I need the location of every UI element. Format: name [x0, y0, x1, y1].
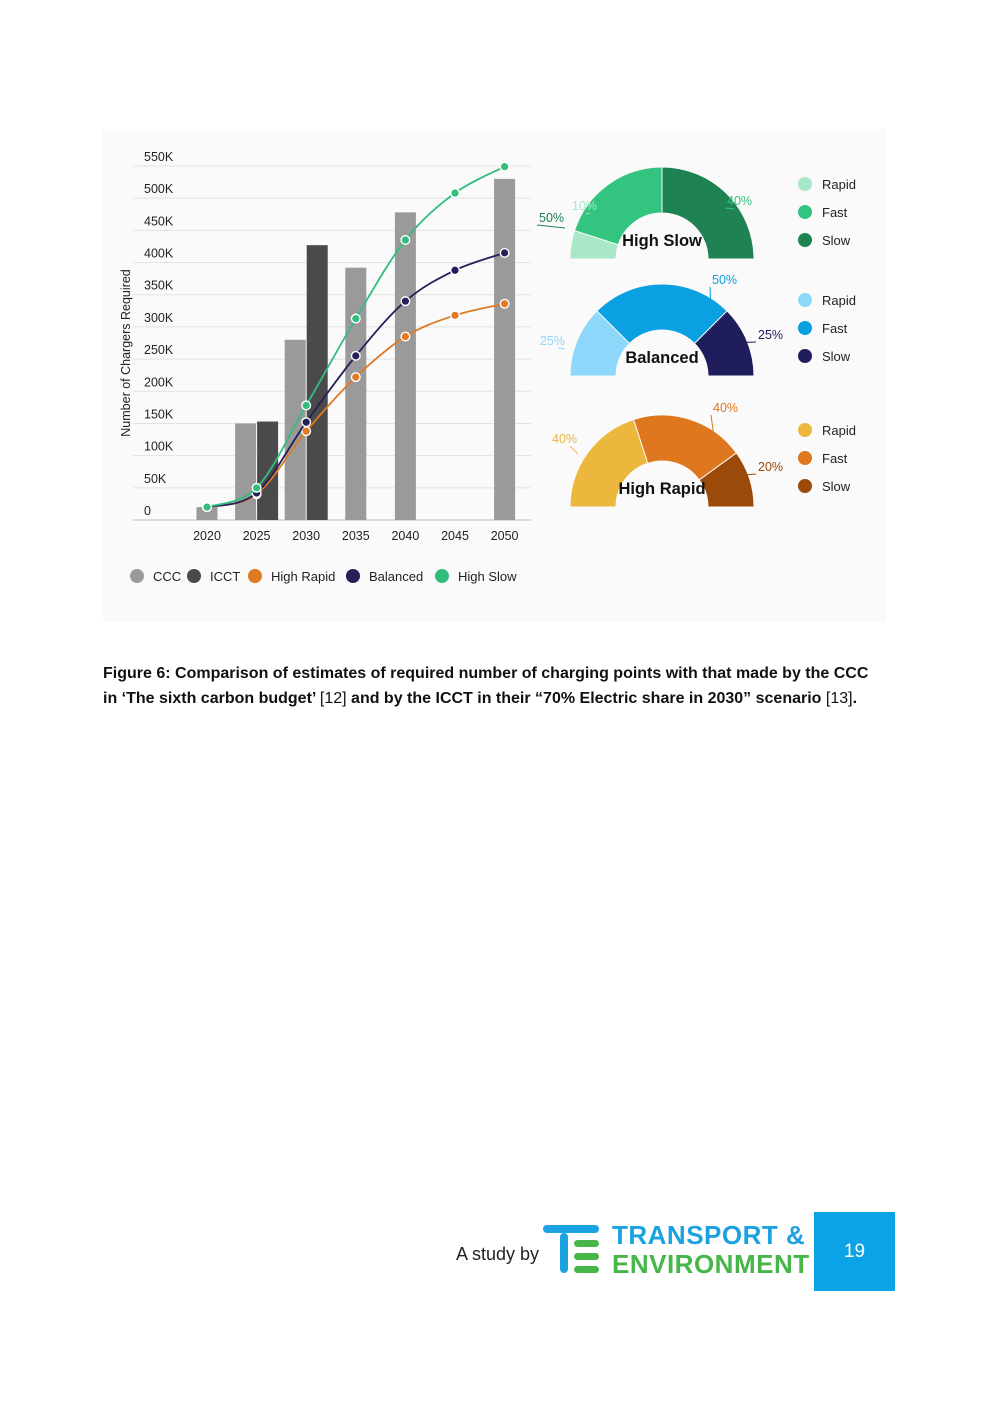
legend-label-icct: ICCT — [210, 569, 241, 584]
donut-title-high-slow: High Slow — [622, 232, 702, 250]
legend-marker-high-slow-fast — [798, 205, 812, 219]
page-number: 19 — [843, 1240, 866, 1262]
donut-title-high-rapid: High Rapid — [618, 480, 706, 498]
pct-label-balanced-rapid: 25% — [540, 334, 566, 348]
legend-marker-balanced-slow — [798, 349, 812, 363]
pct-label-high-rapid-rapid: 40% — [552, 432, 578, 446]
x-tick-2045: 2045 — [441, 529, 469, 543]
pct-label-high-slow-rapid: 10% — [572, 199, 598, 213]
x-tick-2050: 2050 — [490, 529, 519, 543]
y-tick-450k: 450K — [144, 214, 174, 229]
x-tick-2030: 2030 — [292, 529, 321, 543]
legend-label-high-rapid-rapid: Rapid — [822, 423, 856, 438]
legend-label-balanced-fast: Fast — [822, 321, 848, 336]
y-tick-200k: 200K — [144, 375, 174, 390]
legend-label-ccc: CCC — [153, 569, 182, 584]
legend-marker-high-rapid-slow — [798, 479, 812, 493]
bar-ccc-2040 — [395, 212, 416, 520]
page-number-box — [814, 1212, 895, 1291]
legend-marker-balanced-fast — [798, 321, 812, 335]
point-balanced-2040 — [401, 297, 410, 306]
point-high-slow-2050 — [500, 162, 509, 171]
leader-high-rapid-rapid — [570, 446, 578, 454]
point-high-rapid-2045 — [451, 311, 460, 320]
legend-marker-ccc — [130, 569, 144, 583]
x-tick-2035: 2035 — [341, 529, 370, 543]
point-high-slow-2030 — [302, 401, 311, 410]
legend-marker-high-slow-slow — [798, 233, 812, 247]
caption-text-3: . — [852, 690, 858, 707]
legend-marker-high-slow-rapid — [798, 177, 812, 191]
legend-label-balanced-slow: Slow — [822, 349, 851, 364]
bar-ccc-2025 — [235, 423, 256, 520]
brand-name-line-1: TRANSPORT & — [612, 1220, 806, 1250]
bar-ccc-2050 — [494, 179, 515, 520]
donut-high-rapid — [552, 401, 783, 507]
caption-text-2: and by the ICCT in their “70% Electric share in 2030” scenario — [346, 690, 826, 707]
brand-name-line-2: ENVIRONMENT — [612, 1249, 810, 1279]
pct-label-high-rapid-slow: 20% — [758, 460, 784, 474]
point-balanced-2050 — [500, 249, 509, 258]
y-tick-300k: 300K — [144, 310, 174, 325]
point-balanced-2035 — [352, 352, 361, 361]
pct-label-high-rapid-fast: 40% — [713, 401, 739, 415]
legend-marker-high-rapid-fast — [798, 451, 812, 465]
legend-label-high-slow-rapid: Rapid — [822, 177, 856, 192]
legend-label-high-slow: High Slow — [458, 569, 517, 584]
y-axis-label: Number of Chargers Required — [119, 269, 133, 437]
y-tick-100k: 100K — [144, 439, 174, 454]
x-tick-2020: 2020 — [193, 529, 221, 543]
y-tick-400k: 400K — [144, 246, 174, 261]
y-tick-250k: 250K — [144, 343, 174, 358]
legend-marker-high-rapid — [248, 569, 262, 583]
leader-high-slow-slow — [537, 225, 565, 228]
donut-balanced — [540, 273, 783, 376]
figure-caption — [103, 661, 873, 711]
point-high-slow-2020 — [203, 503, 212, 512]
point-high-rapid-2040 — [401, 332, 410, 341]
x-tick-2025: 2025 — [242, 529, 271, 543]
pct-label-balanced-slow: 25% — [758, 328, 784, 342]
legend-marker-high-slow — [435, 569, 449, 583]
y-tick-0: 0 — [144, 504, 151, 518]
legend-label-high-rapid-slow: Slow — [822, 479, 851, 494]
legend-marker-balanced — [346, 569, 360, 583]
pct-label-balanced-fast: 50% — [712, 273, 738, 287]
point-high-rapid-2050 — [500, 299, 509, 308]
y-tick-550k: 550K — [144, 150, 174, 164]
caption-ref-13[interactable]: [13] — [825, 690, 853, 707]
legend-marker-high-rapid-rapid — [798, 423, 812, 437]
legend-marker-icct — [187, 569, 201, 583]
comparison-figure — [103, 129, 886, 622]
study-by-label: A study by — [456, 1244, 540, 1264]
donut-title-balanced: Balanced — [625, 349, 699, 367]
point-balanced-2030 — [302, 418, 311, 427]
legend-label-high-rapid: High Rapid — [271, 569, 336, 584]
chargers-chart — [103, 129, 886, 622]
y-tick-150k: 150K — [144, 407, 174, 422]
point-high-slow-2045 — [451, 189, 460, 198]
legend-label-high-slow-slow: Slow — [822, 233, 851, 248]
y-tick-500k: 500K — [144, 182, 174, 197]
point-high-rapid-2035 — [352, 373, 361, 382]
legend-label-balanced: Balanced — [369, 569, 424, 584]
legend-label-high-slow-fast: Fast — [822, 205, 848, 220]
bar-icct-2030 — [307, 245, 328, 520]
legend-label-high-rapid-fast: Fast — [822, 451, 848, 466]
pct-label-high-slow-slow: 50% — [539, 211, 565, 225]
y-tick-50k: 50K — [144, 471, 167, 486]
point-high-slow-2025 — [252, 484, 261, 493]
caption-text-1: Figure 6: Comparison of estimates of required number of charging points with that made by the CCC in ‘The sixth carbon budget’ — [103, 665, 869, 707]
point-high-rapid-2030 — [302, 427, 311, 436]
x-tick-2040: 2040 — [391, 529, 420, 543]
caption-ref-12[interactable]: [12] — [319, 690, 347, 707]
point-balanced-2045 — [451, 266, 460, 275]
y-tick-350k: 350K — [144, 278, 174, 293]
point-high-slow-2040 — [401, 236, 410, 245]
point-high-slow-2035 — [352, 314, 361, 323]
legend-marker-balanced-rapid — [798, 293, 812, 307]
leader-balanced-rapid — [558, 348, 565, 349]
legend-label-balanced-rapid: Rapid — [822, 293, 856, 308]
pct-label-high-slow-fast: 40% — [727, 194, 753, 208]
donut-high-slow — [537, 167, 754, 259]
